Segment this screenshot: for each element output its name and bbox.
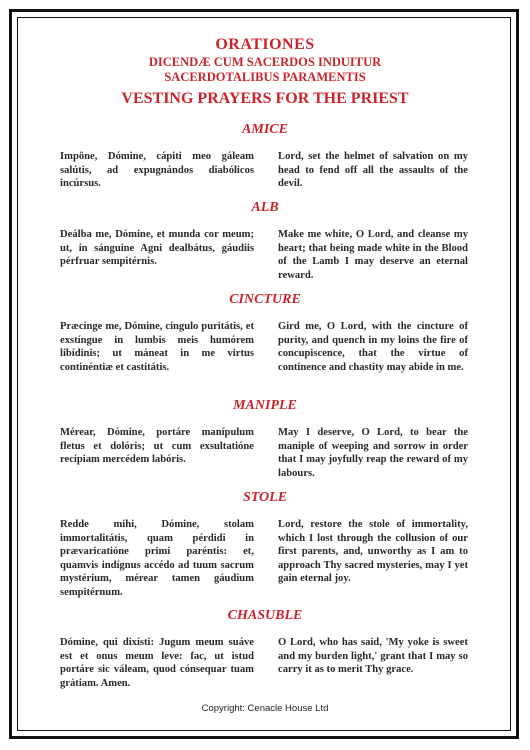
section-title-maniple: MANIPLE: [233, 398, 297, 413]
section-title-amice: AMICE: [242, 122, 288, 137]
section-title-stole: STOLE: [242, 490, 288, 505]
english-prayer-maniple: May I deserve, O Lord, to bear the maniple of weeping and sorrow in order that I may joyfully reap the reward of my labours.: [278, 427, 468, 479]
prayer-card: [30, 30, 500, 722]
latin-prayer-alb: Deálba me, Dómine, et munda cor meum; ut, in sánguine Agni dealbátus, gáudiis pérfruar sempitérnis.: [60, 229, 254, 267]
latin-prayer-stole: Redde mihi, Dómine, stolam immortalitátis, quam pérdidi in prævaricatióne primi paréntis: et, quamvis indígnus accédo ad tuum sacrum mystérium, mérear tamen gáudium sempitérnum.: [60, 519, 254, 598]
section-title-alb: ALB: [251, 200, 279, 215]
english-prayer-stole: Lord, restore the stole of immortality, which I lost through the collusion of our first parents, and, unworthy as I am to approach Thy sacred mysteries, may I yet gain eternal joy.: [278, 519, 468, 584]
english-prayer-amice: Lord, set the helmet of salvation on my head to fend off all the assaults of the devil.: [278, 151, 468, 189]
subtitle-line-2: SACERDOTALIBUS PARAMENTIS: [164, 70, 366, 84]
copyright-notice: Copyright: Cenacle House Ltd: [201, 703, 329, 714]
latin-prayer-chasuble: Dómine, qui dixísti: Jugum meum suáve est et onus meum leve: fac, ut istud portáre sic váleam, quod cónsequar tuam grátiam. Amen.: [60, 637, 254, 689]
latin-prayer-amice: Impône, Dómine, cápiti meo gáleam salútis, ad expugnándos diabólicos incúrsus.: [60, 151, 254, 189]
section-title-cincture: CINCTURE: [229, 292, 301, 307]
english-prayer-chasuble: O Lord, who has said, 'My yoke is sweet and my burden light,' grant that I may so carry it as to merit Thy grace.: [278, 637, 468, 675]
subtitle-line-1: DICENDÆ CUM SACERDOS INDUITUR: [148, 55, 382, 69]
page-title: ORATIONES: [215, 36, 315, 53]
english-prayer-cincture: Gird me, O Lord, with the cincture of purity, and quench in my loins the fire of concupiscence, that the virtue of continence and chastity may abide in me.: [278, 321, 468, 373]
latin-prayer-maniple: Mérear, Dómine, portáre manípulum fletus et dolóris; ut cum exsultatióne recípiam mercédem labóris.: [60, 427, 254, 465]
english-title: VESTING PRAYERS FOR THE PRIEST: [121, 90, 409, 107]
latin-prayer-cincture: Præcínge me, Dómine, cíngulo puritátis, et exstíngue in lumbis meis humórem libídinis; ut máneat in me virtus continéntiæ et castitátis.: [60, 321, 254, 373]
english-prayer-alb: Make me white, O Lord, and cleanse my heart; that being made white in the Blood of the Lamb I may deserve an eternal reward.: [278, 229, 468, 281]
section-title-chasuble: CHASUBLE: [227, 608, 303, 623]
